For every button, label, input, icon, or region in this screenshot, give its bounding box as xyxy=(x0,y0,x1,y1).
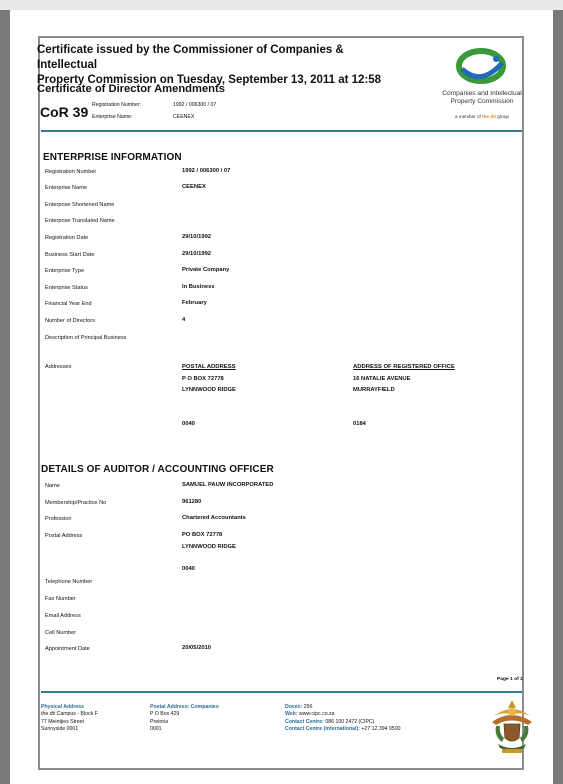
certificate-page xyxy=(10,10,553,784)
field-value: 29/10/1992 xyxy=(182,234,212,240)
footer-postal-line-1: P O Box 429 xyxy=(150,711,180,718)
auditor-postal-code: 0040 xyxy=(182,566,195,572)
member-suffix: group xyxy=(497,114,509,119)
title-line-2: Property Commission on Tuesday, September 13, 2011 at 12:58 xyxy=(37,74,382,86)
docex-line xyxy=(285,704,400,711)
header-divider xyxy=(41,130,522,132)
postal-line-1: P O BOX 72778 xyxy=(182,376,224,382)
field-value: CEENEX xyxy=(182,184,206,190)
field-label: Email Address xyxy=(45,613,81,619)
postal-address-heading: POSTAL ADDRESS xyxy=(182,364,236,370)
field-value: 1992 / 006300 / 07 xyxy=(182,168,231,174)
field-label: Enterprise Shortened Name xyxy=(45,202,115,208)
enterprise-name-label: Enterprise Name: xyxy=(92,114,133,120)
field-label: Membership/Practice No xyxy=(45,500,107,506)
web-value: www.cipc.co.za xyxy=(297,711,335,718)
field-label: Description of Principal Business xyxy=(45,335,127,341)
physical-dti: the dti xyxy=(41,711,56,718)
footer-divider xyxy=(41,691,522,693)
postal-line-2: LYNNWOOD RIDGE xyxy=(182,387,236,393)
page-number: Page 1 of 2 xyxy=(497,677,523,682)
certificate-title xyxy=(37,43,382,88)
page-frame xyxy=(38,36,524,770)
field-value: 961280 xyxy=(182,499,202,505)
field-label: Name xyxy=(45,483,60,489)
field-label: Appointment Date xyxy=(45,646,90,652)
field-label: Financial Year End xyxy=(45,301,92,307)
field-label: Number of Directors xyxy=(45,318,96,324)
postal-heading: Postal Address: Companies xyxy=(150,704,219,710)
field-value: 20/05/2010 xyxy=(182,645,212,651)
reg-number-value: 1992 / 006300 / 07 xyxy=(173,102,217,108)
field-label: Registration Date xyxy=(45,235,89,241)
enterprise-name-value: CEENEX xyxy=(173,114,195,120)
contact-centre-value: 086 100 2472 (CIPC) xyxy=(323,718,375,725)
contact-intl-line xyxy=(285,726,400,733)
field-value: Chartered Accountants xyxy=(182,515,246,521)
field-value: February xyxy=(182,300,207,306)
contact-intl-label: Contact Centre (international): xyxy=(285,726,360,733)
field-value: SAMUEL PAUW INCORPORATED xyxy=(182,482,274,488)
dti-member-note xyxy=(422,114,542,119)
physical-line-3: Sunnyside 0001 xyxy=(41,726,79,733)
web-line xyxy=(285,711,400,718)
field-label: Cell Number xyxy=(45,630,77,636)
auditor-heading: DETAILS OF AUDITOR / ACCOUNTING OFFICER xyxy=(41,464,274,475)
registered-line-1: 16 NATALIE AVENUE xyxy=(353,376,411,382)
footer-postal-line-2: Pretoria xyxy=(150,718,169,725)
field-value: 29/10/1992 xyxy=(182,251,212,257)
docex-label: Docex: xyxy=(285,704,303,710)
title-line-1: Certificate issued by the Commissioner of Companies & Intellectual xyxy=(37,44,344,71)
footer-postal-address xyxy=(150,704,219,734)
addresses-label: Addresses xyxy=(45,364,72,370)
footer-physical-address xyxy=(41,704,98,734)
field-label: Enterprise Status xyxy=(45,285,88,291)
field-label: Enterprise Translated Name xyxy=(45,218,115,224)
member-prefix: a member of xyxy=(455,114,481,119)
contact-centre-label: Contact Centre: xyxy=(285,718,324,725)
field-value: In Business xyxy=(182,284,215,290)
dti-brand: the dti xyxy=(482,114,496,119)
contact-intl-value: +27 12 394 9500 xyxy=(359,726,401,733)
auditor-postal-line-2: LYNNWOOD RIDGE xyxy=(182,544,236,550)
footer-postal-line-3: 0001 xyxy=(150,726,162,733)
field-value: 4 xyxy=(182,317,186,323)
reg-number-label: Registration Number: xyxy=(92,102,142,108)
physical-heading: Physical Address xyxy=(41,704,85,710)
logo-line-2: Property Commission xyxy=(450,98,514,105)
registered-line-2: MURRAYFIELD xyxy=(353,387,395,393)
certificate-subtitle: Certificate of Director Amendments xyxy=(37,83,225,95)
footer-contact xyxy=(285,704,400,734)
physical-line-1 xyxy=(41,711,98,718)
field-label: Enterprise Type xyxy=(45,268,85,274)
cor-form-number: CoR 39 xyxy=(40,104,89,120)
cipc-logo-text xyxy=(422,90,542,106)
field-label: Telephone Number xyxy=(45,579,93,585)
field-value: PO BOX 72778 xyxy=(182,532,223,538)
physical-line-2: 77 Meintjies Street xyxy=(41,718,84,725)
contact-centre-line xyxy=(285,719,400,726)
field-label: Fax Number xyxy=(45,596,76,602)
field-label: Profession xyxy=(45,516,72,522)
docex-value: 256 xyxy=(302,704,313,710)
field-label: Enterprise Name xyxy=(45,185,87,191)
postal-code: 0040 xyxy=(182,421,195,427)
physical-campus: Campus - Block F xyxy=(55,711,98,718)
field-label: Postal Address xyxy=(45,533,83,539)
web-label: Web: xyxy=(285,711,298,718)
logo-line-1: Companies and Intellectual xyxy=(442,90,522,97)
enterprise-info-heading: ENTERPRISE INFORMATION xyxy=(43,152,182,163)
coat-of-arms-icon xyxy=(488,698,536,756)
registered-office-heading: ADDRESS OF REGISTERED OFFICE xyxy=(353,364,455,370)
registered-code: 0184 xyxy=(353,421,366,427)
field-value: Private Company xyxy=(182,267,230,273)
field-label: Registration Number xyxy=(45,169,97,175)
field-label: Business Start Date xyxy=(45,252,95,258)
viewer-top-strip xyxy=(0,0,563,10)
